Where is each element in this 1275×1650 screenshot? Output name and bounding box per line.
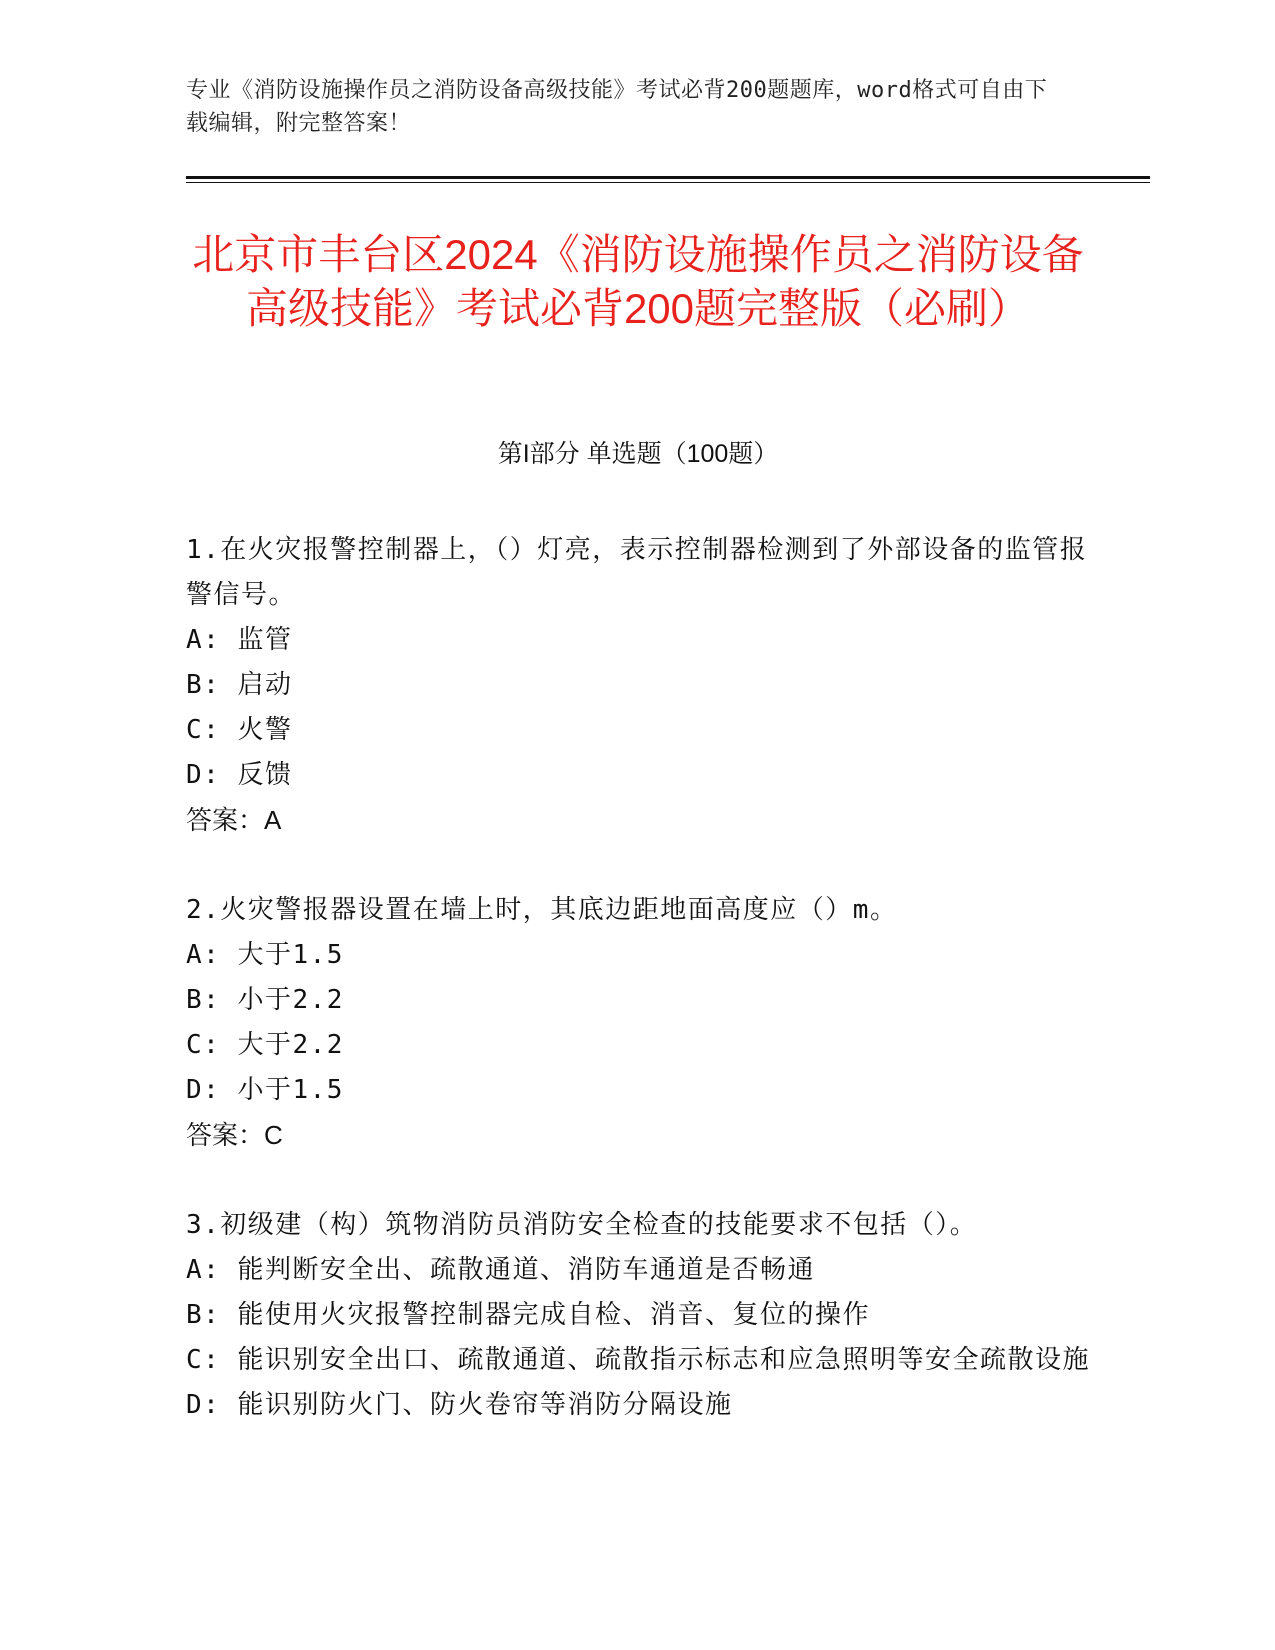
document-title: 北京市丰台区2024《消防设施操作员之消防设备高级技能》考试必背200题完整版（必刷） xyxy=(192,231,1084,332)
option-c: C: 能识别安全出口、疏散通道、疏散指示标志和应急照明等安全疏散设施 xyxy=(186,1345,1090,1375)
answer-line: 答案：C xyxy=(186,1120,283,1150)
question-3 xyxy=(186,1203,1090,1428)
option-a: A: 大于1.5 xyxy=(186,940,344,970)
section-title: 第I部分 单选题（100题） xyxy=(497,440,779,468)
header-divider-thick xyxy=(186,176,1150,179)
question-1 xyxy=(186,528,1090,843)
option-d: D: 反馈 xyxy=(186,760,293,790)
question-stem: 2.火灾警报器设置在墙上时，其底边距地面高度应（）m。 xyxy=(186,895,898,925)
option-b: B: 能使用火灾报警控制器完成自检、消音、复位的操作 xyxy=(186,1300,870,1330)
option-b: B: 启动 xyxy=(186,670,293,700)
option-d: D: 能识别防火门、防火卷帘等消防分隔设施 xyxy=(186,1390,733,1420)
option-a: A: 能判断安全出、疏散通道、消防车通道是否畅通 xyxy=(186,1255,815,1285)
option-d: D: 小于1.5 xyxy=(186,1075,344,1105)
answer-line: 答案：A xyxy=(186,805,282,835)
option-c: C: 大于2.2 xyxy=(186,1030,344,1060)
option-a: A: 监管 xyxy=(186,625,293,655)
question-list xyxy=(186,528,1090,1473)
option-c: C: 火警 xyxy=(186,715,293,745)
question-stem: 3.初级建（构）筑物消防员消防安全检查的技能要求不包括（）。 xyxy=(186,1210,978,1240)
question-stem: 1.在火灾报警控制器上，（）灯亮，表示控制器检测到了外部设备的监管报警信号。 xyxy=(186,535,1088,610)
header-note: 专业《消防设施操作员之消防设备高级技能》考试必背200题题库，word格式可自由下载编辑，附完整答案！ xyxy=(186,78,1048,136)
header-divider-thin xyxy=(186,182,1150,183)
option-b: B: 小于2.2 xyxy=(186,985,344,1015)
question-2 xyxy=(186,888,1090,1158)
